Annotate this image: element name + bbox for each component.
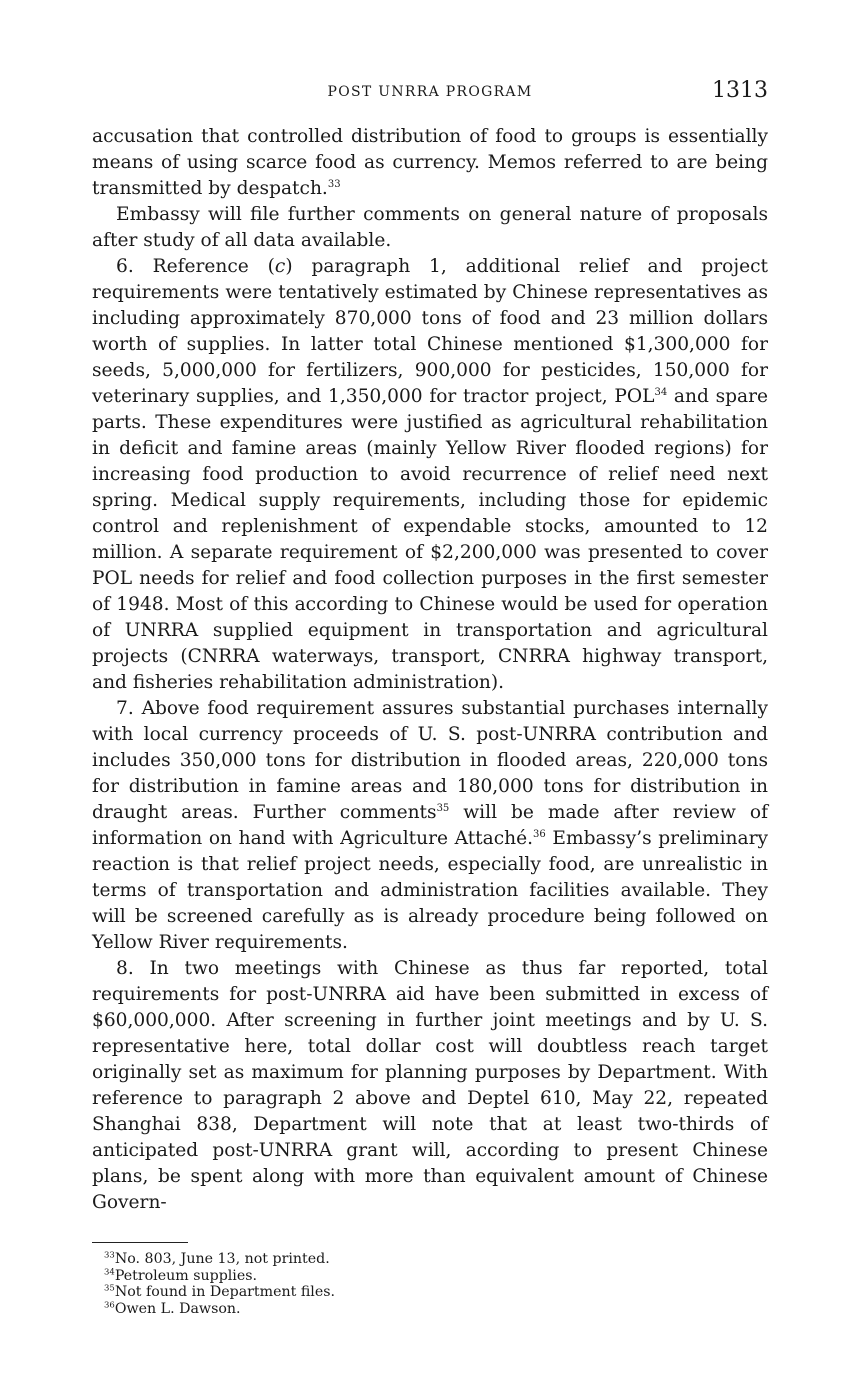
document-page bbox=[92, 78, 768, 1317]
page-number: 1313 bbox=[712, 78, 768, 103]
running-header bbox=[92, 78, 768, 108]
footnote: $^{35}$Not found in Department files. bbox=[104, 1283, 336, 1300]
paragraph-6: 6. Reference (c) paragraph 1, additional relief and project requirements were tentatively estimated by Chinese representatives as including approximately 870,000 tons of food and 23 million dollars worth of supplies. In latter total Chinese mentioned $1,300,000 for seeds, 5,000,000 for fertilizers, 900,000 for pesticides, 150,000 for veterinary supplies, and 1,350,000 for tractor project, POL$^{34}$ and spare parts. These expenditures were justified as agricultural rehabilitation in deficit and famine areas (mainly Yellow River flooded regions) for increasing food production to avoid recurrence of relief need next spring. Medical supply requirements, including those for epidemic control and replenishment of expendable stocks, amounted to 12 million. A separate requirement of $2,200,000 was presented to cover POL needs for relief and food collection purposes in the first semester of 1948. Most of this according to Chinese would be used for operation of UNRRA supplied equipment in transportation and agricultural projects (CNRRA waterways, transport, CNRRA highway transport, and fisheries rehabilitation administration). bbox=[92, 256, 769, 693]
footnote-ref-35: 35 bbox=[436, 802, 450, 814]
footnote-divider bbox=[92, 1242, 188, 1243]
footnotes bbox=[92, 1251, 768, 1317]
running-title: POST UNRRA PROGRAM bbox=[327, 84, 533, 100]
footnote: $^{34}$Petroleum supplies. bbox=[104, 1266, 258, 1284]
footnote-ref-34: 34 bbox=[654, 386, 668, 398]
body-text bbox=[92, 124, 768, 1216]
paragraph-7: 7. Above food requirement assures substantial purchases internally with local currency proceeds of U. S. post-UNRRA contribution and includes 350,000 tons for distribution in flooded areas, 220,000 tons for distribution in famine areas and 180,000 tons for distribution in draught areas. Further comments$^{35}$ will be made after review of information on hand with Agriculture Attaché.$^{36}$ Embassy’s preliminary reaction is that relief project needs, especially food, are unrealistic in terms of transportation and administration facilities available. They will be screened carefully as is already procedure being followed on Yellow River requirements. bbox=[92, 698, 768, 953]
footnote: $^{36}$Owen L. Dawson. bbox=[104, 1299, 241, 1317]
paragraph-continuation: accusation that controlled distribution of food to groups is essentially means of using scarce food as currency. Memos referred to are being transmitted by despatch.$^{33}$ bbox=[92, 126, 768, 199]
paragraph-embassy-comments: Embassy will file further comments on general nature of proposals after study of all data available. bbox=[92, 204, 768, 251]
footnote: $^{33}$No. 803, June 13, not printed. bbox=[104, 1250, 330, 1267]
paragraph-8: 8. In two meetings with Chinese as thus far reported, total requirements for post-UNRRA aid have been submitted in excess of $60,000,000. After screening in further joint meetings and by U. S. representative here, total dollar cost will doubtless reach target originally set as maximum for planning purposes by Department. With reference to paragraph 2 above and Deptel 610, May 22, repeated Shanghai 838, Department will note that at least two-thirds of anticipated post-UNRRA grant will, according to present Chinese plans, be spent along with more than equivalent amount of Chinese Govern- bbox=[92, 958, 768, 1213]
footnote-ref-33: 33 bbox=[327, 178, 341, 190]
footnote-ref-36: 36 bbox=[533, 828, 546, 840]
